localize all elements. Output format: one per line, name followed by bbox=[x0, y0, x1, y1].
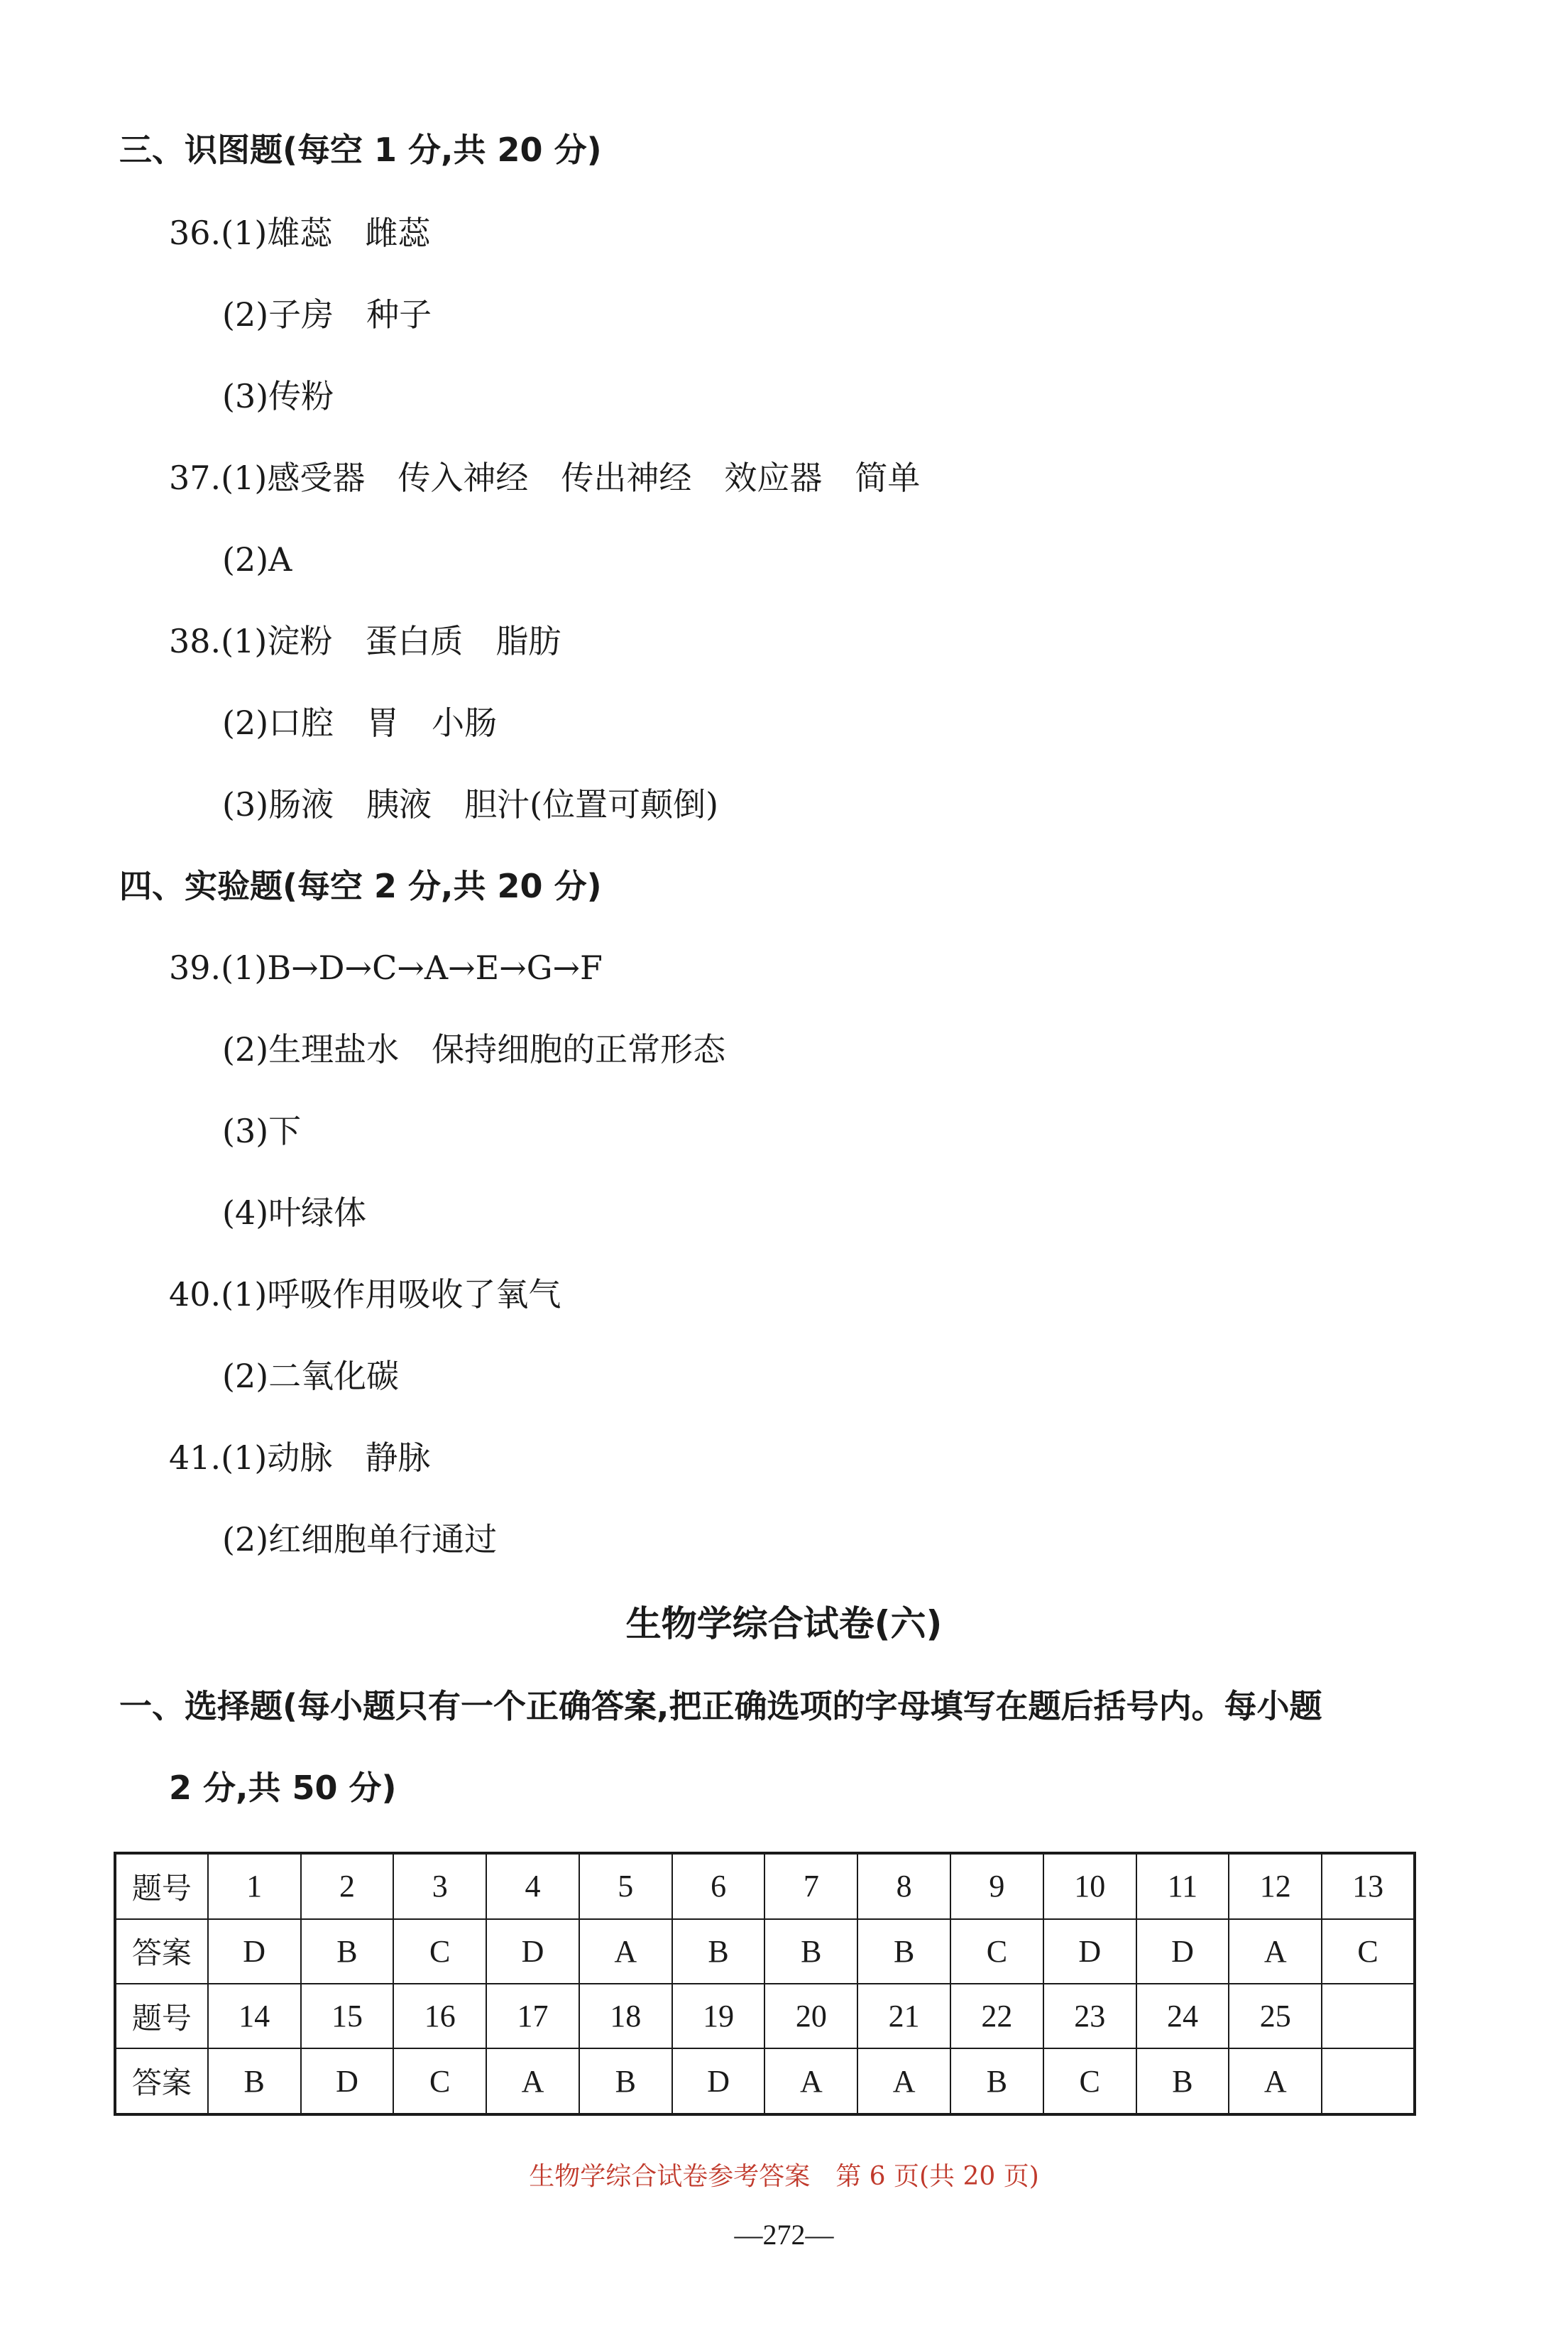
row-label: 答案 bbox=[115, 2048, 208, 2114]
table-row-answers-2 bbox=[115, 2048, 1415, 2114]
answer-cell: A bbox=[579, 1919, 672, 1984]
section-3-heading: 三、识图题(每空 1 分,共 20 分) bbox=[119, 131, 602, 169]
question-number-cell: 8 bbox=[857, 1853, 950, 1919]
answer-cell: B bbox=[950, 2048, 1043, 2114]
table-row-numbers-2 bbox=[115, 1984, 1415, 2048]
answer-cell: B bbox=[764, 1919, 857, 1984]
q39-answer-3: (3)下 bbox=[222, 1112, 302, 1150]
q39-answer-1: 39.(1)B→D→C→A→E→G→F bbox=[169, 949, 603, 987]
question-number-cell: 25 bbox=[1229, 1984, 1322, 2048]
answer-cell: D bbox=[1043, 1919, 1136, 1984]
question-number-cell: 19 bbox=[672, 1984, 765, 2048]
answer-cell: B bbox=[579, 2048, 672, 2114]
question-number-cell: 9 bbox=[950, 1853, 1043, 1919]
question-number-cell bbox=[1322, 1984, 1415, 2048]
question-number-cell: 15 bbox=[301, 1984, 394, 2048]
question-number-cell: 18 bbox=[579, 1984, 672, 2048]
answer-cell: B bbox=[857, 1919, 950, 1984]
answer-cell: B bbox=[1136, 2048, 1229, 2114]
question-number-cell: 20 bbox=[764, 1984, 857, 2048]
table-row-answers-1 bbox=[115, 1919, 1415, 1984]
answer-cell bbox=[1322, 2048, 1415, 2114]
question-number-cell: 24 bbox=[1136, 1984, 1229, 2048]
answer-cell: D bbox=[301, 2048, 394, 2114]
question-number-cell: 4 bbox=[486, 1853, 579, 1919]
question-number-cell: 21 bbox=[857, 1984, 950, 2048]
question-number-cell: 23 bbox=[1043, 1984, 1136, 2048]
q41-answer-1: 41.(1)动脉 静脉 bbox=[169, 1438, 431, 1477]
q38-answer-3: (3)肠液 胰液 胆汁(位置可颠倒) bbox=[222, 785, 719, 824]
answer-cell: D bbox=[208, 1919, 301, 1984]
q37-answer-1: 37.(1)感受器 传入神经 传出神经 效应器 简单 bbox=[169, 459, 921, 497]
answer-cell: D bbox=[486, 1919, 579, 1984]
question-number-cell: 3 bbox=[393, 1853, 486, 1919]
q39-answer-2: (2)生理盐水 保持细胞的正常形态 bbox=[222, 1030, 726, 1069]
row-label: 答案 bbox=[115, 1919, 208, 1984]
answer-cell: C bbox=[1043, 2048, 1136, 2114]
answer-cell: A bbox=[857, 2048, 950, 2114]
q39-answer-4: (4)叶绿体 bbox=[222, 1194, 367, 1232]
q36-answer-2: (2)子房 种子 bbox=[222, 295, 432, 334]
question-number-cell: 22 bbox=[950, 1984, 1043, 2048]
answer-cell: A bbox=[764, 2048, 857, 2114]
row-label: 题号 bbox=[115, 1984, 208, 2048]
answer-cell: D bbox=[672, 2048, 765, 2114]
question-number-cell: 16 bbox=[393, 1984, 486, 2048]
question-number-cell: 2 bbox=[301, 1853, 394, 1919]
q40-answer-1: 40.(1)呼吸作用吸收了氧气 bbox=[169, 1275, 561, 1314]
answer-cell: A bbox=[1229, 2048, 1322, 2114]
answer-cell: C bbox=[393, 1919, 486, 1984]
question-number-cell: 17 bbox=[486, 1984, 579, 2048]
q36-answer-3: (3)传粉 bbox=[222, 377, 334, 415]
q36-answer-1: 36.(1)雄蕊 雌蕊 bbox=[169, 214, 431, 252]
answer-cell: B bbox=[208, 2048, 301, 2114]
page-footer: 生物学综合试卷参考答案 第 6 页(共 20 页) bbox=[529, 2162, 1039, 2191]
table-row-numbers-1 bbox=[115, 1853, 1415, 1919]
question-number-cell: 5 bbox=[579, 1853, 672, 1919]
question-number-cell: 12 bbox=[1229, 1853, 1322, 1919]
answer-cell: B bbox=[301, 1919, 394, 1984]
answer-cell: C bbox=[393, 2048, 486, 2114]
question-number-cell: 13 bbox=[1322, 1853, 1415, 1919]
answer-cell: B bbox=[672, 1919, 765, 1984]
paper-6-title: 生物学综合试卷(六) bbox=[625, 1603, 943, 1644]
question-number-cell: 6 bbox=[672, 1853, 765, 1919]
q41-answer-2: (2)红细胞单行通过 bbox=[222, 1520, 498, 1558]
section-4-heading: 四、实验题(每空 2 分,共 20 分) bbox=[119, 867, 602, 905]
page-number: —272— bbox=[734, 2219, 834, 2251]
question-number-cell: 10 bbox=[1043, 1853, 1136, 1919]
answer-cell: C bbox=[950, 1919, 1043, 1984]
section-1-heading-line-1: 一、选择题(每小题只有一个正确答案,把正确选项的字母填写在题后括号内。每小题 bbox=[119, 1687, 1322, 1725]
q38-answer-2: (2)口腔 胃 小肠 bbox=[222, 704, 498, 742]
q38-answer-1: 38.(1)淀粉 蛋白质 脂肪 bbox=[169, 622, 561, 660]
question-number-cell: 7 bbox=[764, 1853, 857, 1919]
question-number-cell: 11 bbox=[1136, 1853, 1229, 1919]
answer-cell: D bbox=[1136, 1919, 1229, 1984]
answer-cell: A bbox=[486, 2048, 579, 2114]
q37-answer-2: (2)A bbox=[222, 540, 292, 579]
q40-answer-2: (2)二氧化碳 bbox=[222, 1357, 400, 1395]
section-1-heading-line-2: 2 分,共 50 分) bbox=[169, 1769, 397, 1807]
row-label: 题号 bbox=[115, 1853, 208, 1919]
question-number-cell: 1 bbox=[208, 1853, 301, 1919]
answer-cell: C bbox=[1322, 1919, 1415, 1984]
question-number-cell: 14 bbox=[208, 1984, 301, 2048]
answer-table bbox=[114, 1852, 1416, 2116]
answer-cell: A bbox=[1229, 1919, 1322, 1984]
